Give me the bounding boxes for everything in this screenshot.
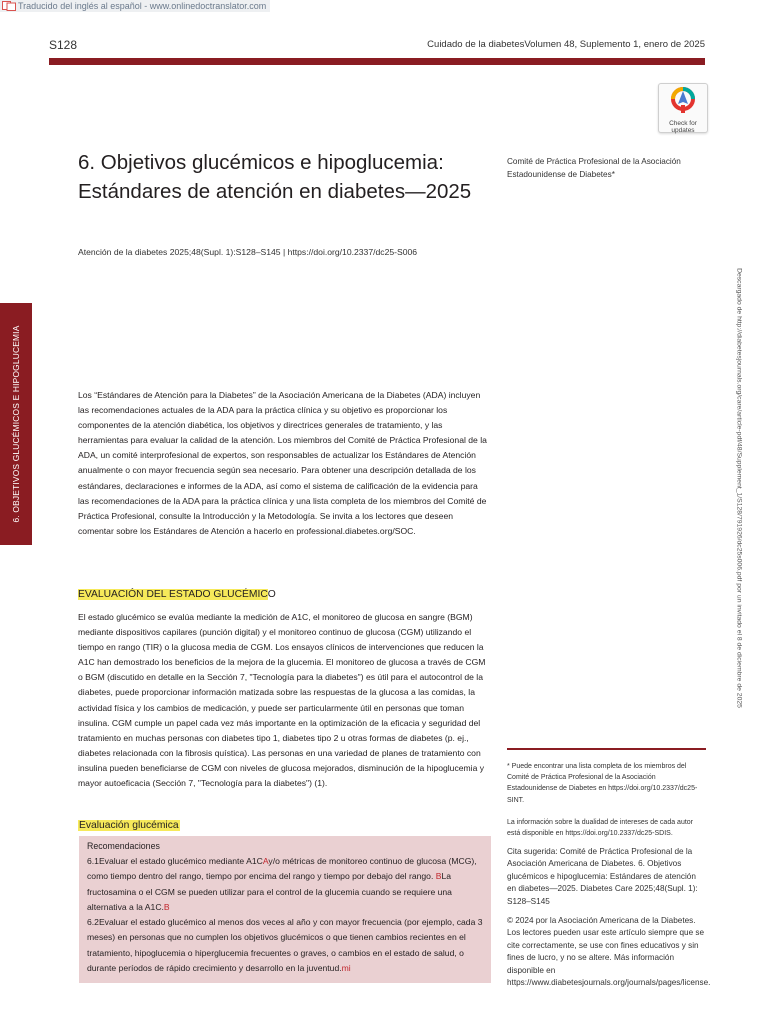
grade-label: mi <box>341 963 351 974</box>
translator-banner-text[interactable]: Traducido del inglés al español - www.onlinedoctranslator.com <box>18 1 267 11</box>
article-authors: Comité de Práctica Profesional de la Asociación Estadounidense de Diabetes* <box>507 157 681 179</box>
footnote-disclosure: La información sobre la dualidad de intereses de cada autor está disponible en https://doi.org/10.2337/dc25-SDIS. <box>507 819 694 838</box>
check-for-updates-button[interactable] <box>658 83 708 133</box>
article-title: 6. Objetivos glucémicos e hipoglucemia: Estándares de atención en diabetes—2025 <box>78 151 472 203</box>
check-for-updates-icon <box>670 87 696 115</box>
translator-icon <box>2 1 16 11</box>
check-updates-line2: updates <box>671 127 695 134</box>
recommendations-box <box>79 836 491 983</box>
section-side-tab-label: 6. OBJETIVOS GLUCÉMICOS E HIPOGLUCEMIA <box>11 325 21 523</box>
section-heading <box>78 589 276 600</box>
header-rule <box>49 58 705 65</box>
recommendation-6-1: 6.1Evaluar el estado glucémico mediante A1CAy/o métricas de monitoreo continuo de glucosa (MCG), como tiempo dentro del rango, tiempo por encima del rango y tiempo por debajo del rango. BLa fructosamina o el CGM se pueden utilizar para el control de la glucemia cuando se requiere una alternativa a la A1C.B <box>87 856 477 912</box>
section-heading-highlight: EVALUACIÓN DEL ESTADO GLUCÉMIC <box>78 589 268 600</box>
section-heading-rest: O <box>267 589 276 600</box>
section-body: El estado glucémico se evalúa mediante la medición de A1C, el monitoreo de glucosa en sangre (BGM) mediante dispositivos capilares (punción digital) y el monitoreo continuo de glucosa (CGM) utilizando el tiempo en rango (TIR) o la glucosa media de CGM. Los ensayos clínicos de intervenciones que reducen la A1C han demostrado los beneficios de la mejora de la glucemia. El monitoreo de glucosa a través de CGM o BGM (discutido en detalle en la Sección 7, "Tecnología para la diabetes") es útil para el autocontrol de la diabetes, puede proporcionar información matizada sobre las respuestas de la glucosa a las comidas, la actividad física y los cambios de medicación, y puede ser particularmente útil en personas que toman insulina. CGM cumple un papel cada vez más importante en la optimización de la eficacia y seguridad del tratamiento en muchas personas con diabetes tipo 1, diabetes tipo 2 u otras formas de diabetes (p. ej., diabetes relacionada con la fibrosis quística). Las personas en una variedad de planes de tratamiento con insulina pueden beneficiarse de CGM con niveles de glucosa mejorados, disminución de la hipoglucemia y mayor autoeficacia (Sección 7, "Tecnología para la diabetes") (1). <box>78 612 486 789</box>
recommendations-title: Recomendaciones <box>87 841 160 851</box>
copyright-notice: © 2024 por la Asociación Americana de la Diabetes. Los lectores pueden usar este artículo siempre que se cite correctamente, se use con fines educativos y sin fines de lucro, y no se altere. Más información disponible en https://www.diabetesjournals.org/journals/pages/license. <box>507 916 711 988</box>
article-citation[interactable]: Atención de la diabetes 2025;48(Supl. 1):S128–S145 | https://doi.org/10.2337/dc25-S006 <box>78 247 418 257</box>
download-note: Descargado de http://diabetesjournals.org/care/article-pdf/48/Supplement_1/S128/791926/dc25s006.pdf por un invitado el 8 de diciembre de 2025 <box>735 268 743 708</box>
translator-banner[interactable] <box>0 0 270 12</box>
grade-label: A <box>262 856 269 866</box>
grade-label: B <box>435 871 442 882</box>
page-number: S128 <box>49 38 78 52</box>
subsection-heading: Evaluación glucémica <box>79 820 179 831</box>
section-side-tab <box>0 303 32 545</box>
check-updates-line1: Check for <box>669 120 697 127</box>
grade-label: B <box>163 901 170 912</box>
recommendation-6-2: 6.2Evaluar el estado glucémico al menos dos veces al año y con mayor frecuencia (por ejemplo, cada 3 meses) en personas que no cumplen los objetivos glucémicos o que tienen cambios recientes en el tratamiento, hipoglucemia o hiperglucemia frecuentes o graves, o cambios en el estado de salud, o durante períodos de rápido crecimiento y desarrollo en la juventud.mi <box>87 917 483 974</box>
footnote-rule <box>507 748 706 750</box>
footnote-members: * Puede encontrar una lista completa de los miembros del Comité de Práctica Profesional de la Asociación Estadounidense de Diabetes en https://doi.org/10.2337/dc25-SINT. <box>507 763 698 804</box>
running-head: Cuidado de la diabetesVolumen 48, Suplemento 1, enero de 2025 <box>427 39 705 50</box>
suggested-citation: Cita sugerida: Comité de Práctica Profesional de la Asociación Americana de Diabetes. 6. Objetivos glucémicos e hipoglucemia: Estándares de atención en diabetes—2025. Diabetes Care 2025;48(Supl. 1): S128–S145 <box>507 847 698 906</box>
intro-paragraph: Los “Estándares de Atención para la Diabetes” de la Asociación Americana de la Diabetes (ADA) incluyen las recomendaciones actuales de la ADA para la práctica clínica y su objetivo es proporcionar los componentes de la atención diabética, los objetivos y directrices generales de tratamiento, y las herramientas para evaluar la calidad de la atención. Los miembros del Comité de Práctica Profesional de la ADA, un comité interprofesional de expertos, son responsables de actualizar los Estándares de Atención anualmente o con mayor frecuencia según sea necesario. Para obtener una descripción detallada de los estándares, declaraciones e informes de la ADA, así como el sistema de calificación de la evidencia para las recomendaciones de la ADA para la práctica clínica y una lista completa de los miembros del Comité de Práctica Profesional, consulte la Introducción y la Metodología. Se invita a los lectores que deseen comentar sobre los Estándares de Atención a hacerlo en professional.diabetes.org/SOC. <box>78 390 487 536</box>
